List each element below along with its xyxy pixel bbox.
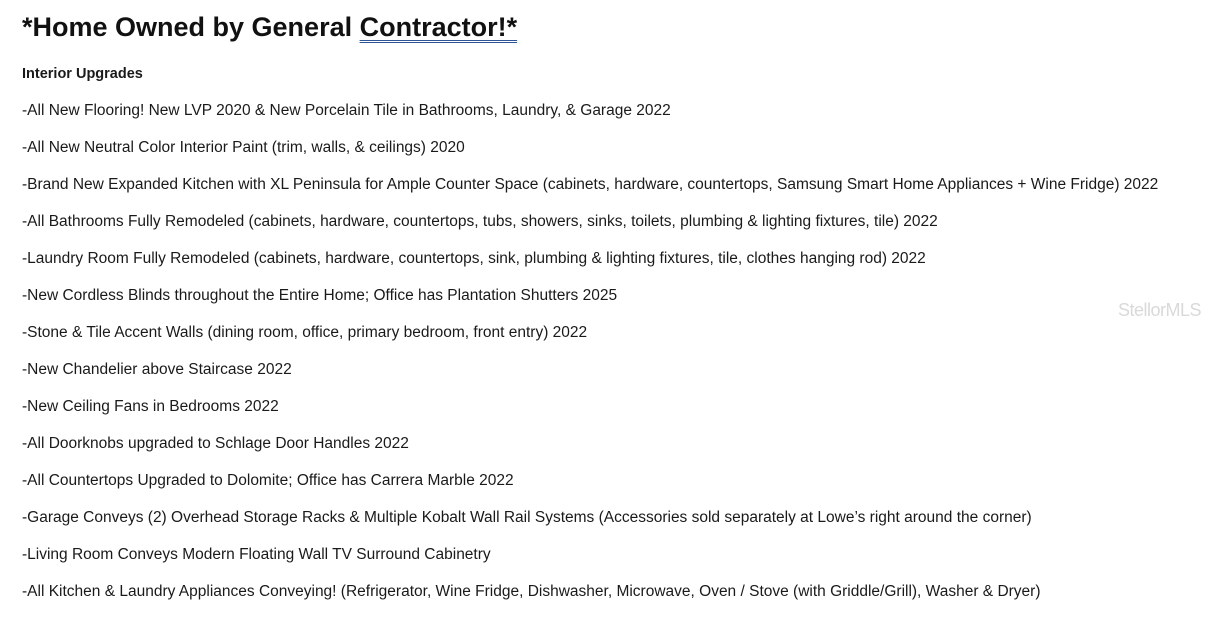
list-item: -Living Room Conveys Modern Floating Wall TV Surround Cabinetry	[22, 546, 491, 563]
document	[22, 0, 1204, 602]
list-item: -All Doorknobs upgraded to Schlage Door Handles 2022	[22, 435, 409, 452]
list-item: -All Bathrooms Fully Remodeled (cabinets, hardware, countertops, tubs, showers, sinks, toilets, plumbing & lighting fixtures, tile) 2022	[22, 213, 938, 230]
list-item: -New Ceiling Fans in Bedrooms 2022	[22, 398, 279, 415]
list-item: -Stone & Tile Accent Walls (dining room, office, primary bedroom, front entry) 2022	[22, 324, 588, 341]
list-item: -All Kitchen & Laundry Appliances Conveying! (Refrigerator, Wine Fridge, Dishwasher, Microwave, Oven / Stove (with Griddle/Grill), Washer & Dryer)	[22, 583, 1041, 600]
watermark: StellorMLS	[1118, 300, 1202, 320]
title-text: *Home Owned by General	[22, 12, 360, 42]
page-title	[22, 0, 1204, 48]
list-item: -Brand New Expanded Kitchen with XL Peninsula for Ample Counter Space (cabinets, hardware, countertops, Samsung Smart Home Appliances + Wine Fridge) 2022	[22, 176, 1159, 193]
list-item: -All Countertops Upgraded to Dolomite; Office has Carrera Marble 2022	[22, 472, 514, 489]
list-item: -New Chandelier above Staircase 2022	[22, 361, 292, 378]
list-item: -All New Neutral Color Interior Paint (trim, walls, & ceilings) 2020	[22, 139, 465, 156]
list-item: -New Cordless Blinds throughout the Entire Home; Office has Plantation Shutters 2025	[22, 287, 618, 304]
section-heading: Interior Upgrades	[22, 66, 143, 82]
list-item: -Garage Conveys (2) Overhead Storage Racks & Multiple Kobalt Wall Rail Systems (Accessories sold separately at Lowe’s right around the corner)	[22, 509, 1032, 526]
title-underlined-text: Contractor!*	[359, 12, 518, 42]
list-item: -Laundry Room Fully Remodeled (cabinets, hardware, countertops, sink, plumbing & lighting fixtures, tile, clothes hanging rod) 2022	[22, 250, 926, 267]
list-item: -All New Flooring! New LVP 2020 & New Porcelain Tile in Bathrooms, Laundry, & Garage 2022	[22, 102, 671, 119]
upgrades-list	[22, 101, 1204, 602]
